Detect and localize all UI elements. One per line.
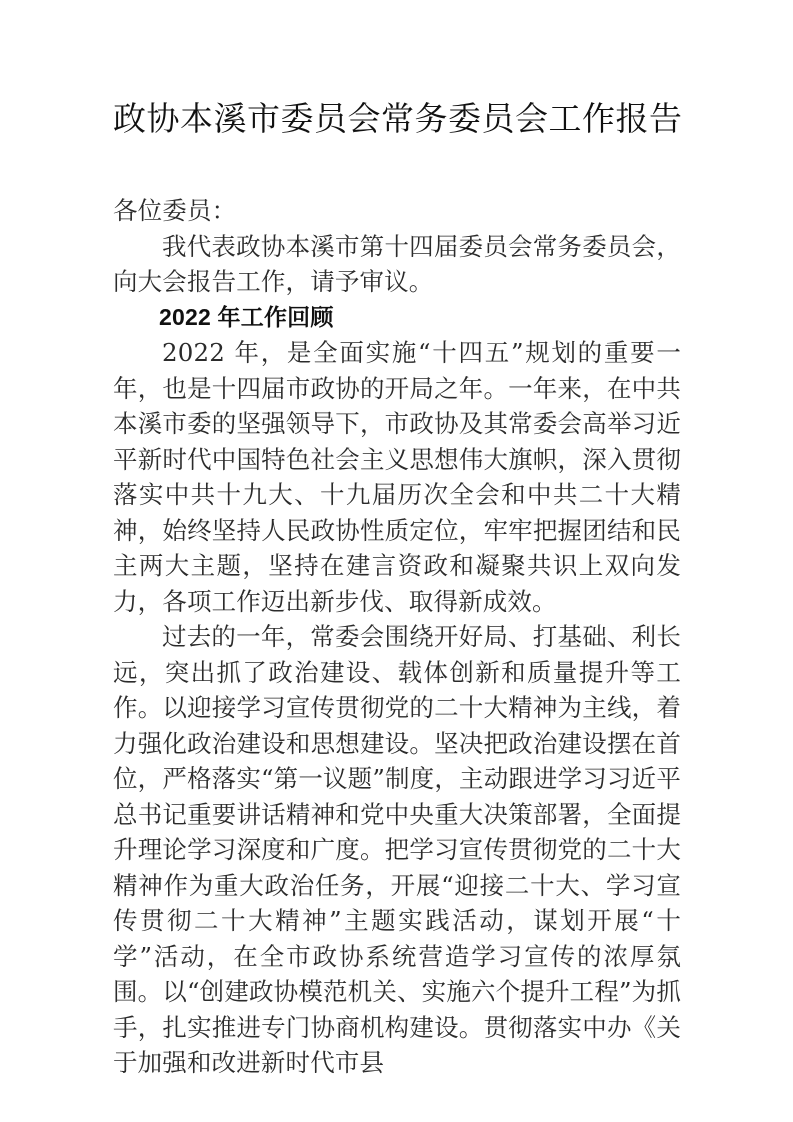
- section-heading-2022-review: 2022 年工作回顾: [159, 303, 334, 330]
- body-paragraph-1: 2022 年，是全面实施“十四五”规划的重要一年，也是十四届市政协的开局之年。一年来，在中共本溪市委的坚强领导下，市政协及其常委会高举习近平新时代中国特色社会主义思想伟大旗帜，深入贯彻落实中共十九大、十九届历次全会和中共二十大精神，始终坚持人民政协性质定位，牢牢把握团结和民主两大主题，坚持在建言资政和凝聚共识上双向发力，各项工作迈出新步伐、取得新成效。: [113, 338, 681, 616]
- intro-paragraph: 我代表政协本溪市第十四届委员会常务委员会，向大会报告工作，请予审议。: [113, 231, 681, 296]
- document-content: [113, 0, 681, 1081]
- page-title: 政协本溪市委员会常务委员会工作报告: [113, 99, 683, 138]
- salutation: 各位委员：: [113, 196, 237, 225]
- body-paragraph-2: 过去的一年，常委会围绕开好局、打基础、利长远，突出抓了政治建设、载体创新和质量提升等工作。以迎接学习宣传贯彻党的二十大精神为主线，着力强化政治建设和思想建设。坚决把政治建设摆在首位，严格落实“第一议题”制度，主动跟进学习习近平总书记重要讲话精神和党中央重大决策部署，全面提升理论学习深度和广度。把学习宣传贯彻党的二十大精神作为重大政治任务，开展“迎接二十大、学习宣传贯彻二十大精神”主题实践活动，谋划开展“十学”活动，在全市政协系统营造学习宣传的浓厚氛围。以“创建政协模范机关、实施六个提升工程”为抓手，扎实推进专门协商机构建设。贯彻落实中办《关于加强和改进新时代市县: [113, 622, 681, 1077]
